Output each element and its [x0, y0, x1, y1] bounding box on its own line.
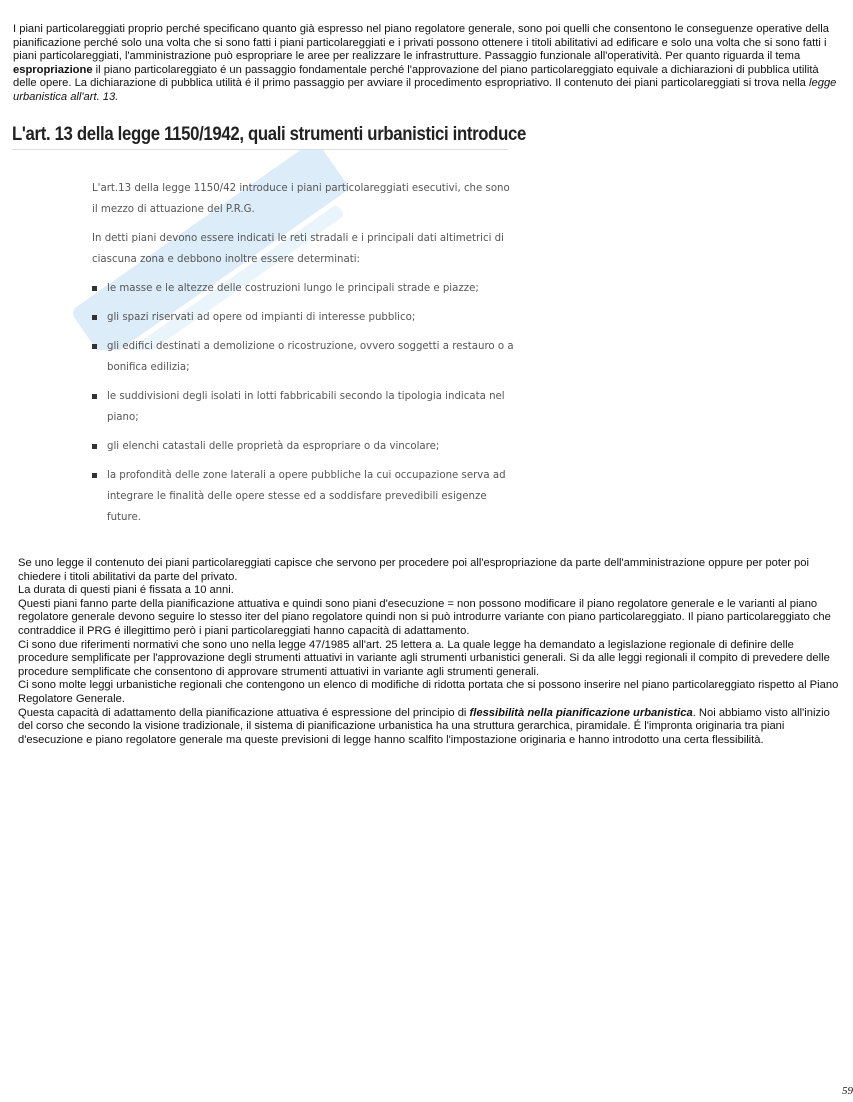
excerpt-paragraph-2: In detti piani devono essere indicati le reti stradali e i principali dati altimetrici di ciascuna zona e debbono inoltre essere determinati: [92, 233, 504, 265]
heading-divider [12, 149, 508, 150]
bullet-icon [92, 444, 97, 449]
body-line-4: Ci sono due riferimenti normativi che sono uno nella legge 47/1985 all'art. 25 lettera a. La quale legge ha demandato a legislazione regionale di definire delle procedure semplificate per l'approvazione degli strumenti attuativi in variante agli strumenti urbanistici generali. Si da alle leggi regionali il compito di prevedere delle procedure semplificate che consentono di approvare strumenti attuativi in variante agli strumenti generali. [18, 638, 830, 678]
excerpt-paragraph-1: L'art.13 della legge 1150/42 introduce i piani particolareggiati esecutivi, che sono il mezzo di attuazione del P.R.G. [92, 183, 510, 215]
list-item: le suddivisioni degli isolati in lotti fabbricabili secondo la tipologia indicata nel piano; [85, 386, 515, 428]
page-number: 59 [842, 1085, 853, 1097]
bullet-icon [92, 344, 97, 349]
list-item: gli spazi riservati ad opere od impianti di interesse pubblico; [85, 307, 515, 328]
bullet-icon [92, 473, 97, 478]
section-heading: L'art. 13 della legge 1150/1942, quali strumenti urbanistici introduce [12, 123, 526, 145]
bullet-icon [92, 286, 97, 291]
body-line-6: Questa capacità di adattamento della pianificazione attuativa é espressione del principio di flessibilità nella pianificazione urbanistica. Noi abbiamo visto all'inizio del corso che secondo la visione tradizionale, il sistema di pianificazione urbanistica ha una struttura gerarchica, piramidale. É l'impronta originaria tra piani d'esecuzione e piano regolatore generale ma queste previsioni di legge hanno scalfito l'impostazione originaria e hanno introdotto una certa flessibilità. [18, 706, 830, 746]
quoted-excerpt [85, 178, 515, 536]
list-item: la profondità delle zone laterali a opere pubbliche la cui occupazione serva ad integrare le finalità delle opere stesse ed a soddisfare prevedibili esigenze future. [85, 465, 515, 528]
list-item: gli edifici destinati a demolizione o ricostruzione, ovvero soggetti a restauro o a bonifica edilizia; [85, 336, 515, 378]
bullet-icon [92, 394, 97, 399]
list-item: le masse e le altezze delle costruzioni lungo le principali strade e piazze; [85, 278, 515, 299]
body-line-3: Questi piani fanno parte della pianificazione attuativa e quindi sono piani d'esecuzione = non possono modificare il piano regolatore generale e le varianti al piano regolatore generale devono seguire lo stesso iter del piano regolatore quindi non si può introdurre variante con piano particolareggiato. Il piano particolareggiato che contraddice il PRG é illegittimo però i piani particolareggiati hanno capacità di adattamento. [18, 597, 831, 637]
excerpt-list [85, 278, 515, 528]
body-line-2: La durata di questi piani é fissata a 10 anni. [18, 584, 234, 597]
list-item: gli elenchi catastali delle proprietà da espropriare o da vincolare; [85, 436, 515, 457]
body-line-5: Ci sono molte leggi urbanistiche regionali che contengono un elenco di modifiche di ridotta portata che si possono inserire nel piano particolareggiato rispetto al Piano Regolatore Generale. [18, 679, 839, 705]
bullet-icon [92, 315, 97, 320]
body-line-1: Se uno legge il contenuto dei piani particolareggiati capisce che servono per procedere poi all'espropriazione da parte dell'amministrazione oppure per poter poi chiedere i titoli abilitativi da parte del privato. [18, 557, 809, 583]
body-text [18, 557, 840, 747]
intro-paragraph: I piani particolareggiati proprio perché specificano quanto già espresso nel piano regolatore generale, sono poi quelli che consentono le conseguenze operative della pianificazione perché solo una volta che si sono fatti i piani particolareggiati e i privati possono ottenere i titoli abilitativi ad edificare e solo una volta che si sono fatti i piani particolareggiati, l'amministrazione può espropriare le aree per realizzare le infrastrutture. Passaggio funzionale all'operatività. Per quanto riguarda il tema espropriazione il piano particolareggiato é un passaggio fondamentale perché l'approvazione del piano particolareggiato equivale a dichiarazioni di pubblica utilità delle opere. La dichiarazione di pubblica utilità é il primo passaggio per avviare il procedimento espropriativo. Il contenuto dei piani particolareggiati si trova nella legge urbanistica all'art. 13. [13, 23, 837, 103]
